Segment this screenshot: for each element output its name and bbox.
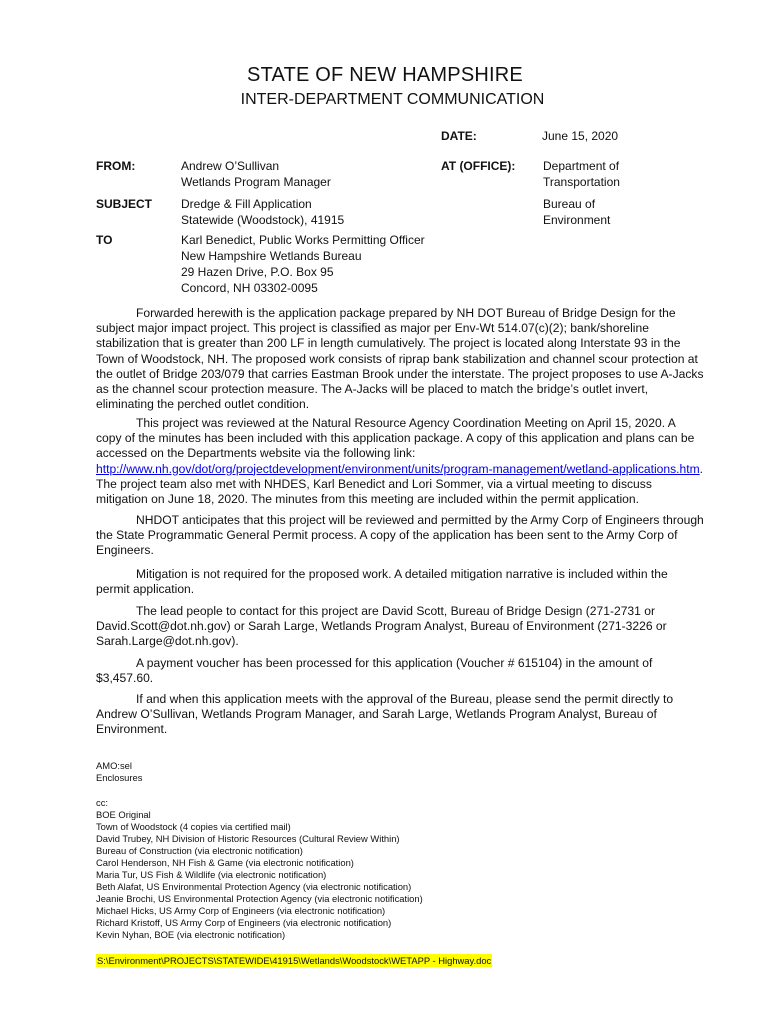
at-office-line: Transportation xyxy=(543,175,620,189)
subject-line: Dredge & Fill Application xyxy=(181,197,312,211)
initials: AMO:sel xyxy=(96,760,132,771)
to-line: Karl Benedict, Public Works Permitting Officer xyxy=(181,233,425,247)
subject-value xyxy=(181,196,344,228)
cc-item: Kevin Nyhan, BOE (via electronic notification) xyxy=(96,929,286,940)
to-label: TO xyxy=(96,233,113,247)
cc-label: cc: xyxy=(96,797,108,808)
from-value xyxy=(181,158,331,190)
date-value: June 15, 2020 xyxy=(542,129,619,143)
cc-item: Bureau of Construction (via electronic notification) xyxy=(96,845,303,856)
paragraph-text: A payment voucher has been processed for this application (Voucher # 615104) in the amount of $3,457.60. xyxy=(96,656,653,686)
paragraph-text: Mitigation is not required for the proposed work. A detailed mitigation narrative is included within the permit application. xyxy=(96,567,668,597)
body-paragraph-7 xyxy=(96,692,704,738)
bureau-line: Bureau of xyxy=(543,197,596,211)
enclosures: Enclosures xyxy=(96,772,143,783)
cc-item: Jeanie Brochi, US Environmental Protection Agency (via electronic notification) xyxy=(96,893,423,904)
to-line: 29 Hazen Drive, P.O. Box 95 xyxy=(181,265,334,279)
date-label: DATE: xyxy=(441,129,477,143)
paragraph-text: The lead people to contact for this project are David Scott, Bureau of Bridge Design (271-2731 or David.Scott@dot.nh.gov) or Sarah Large, Wetlands Program Analyst, Bureau of Environment (271-3226 or Sarah.Large@dot.nh.gov). xyxy=(96,604,667,649)
paragraph-text: NHDOT anticipates that this project will be reviewed and permitted by the Army Corp of Engineers through the State Programmatic General Permit process. A copy of the application has been sent to the Army Corp of Engineers. xyxy=(96,513,704,558)
body-paragraph-4 xyxy=(96,567,704,597)
from-line: Andrew O’Sullivan xyxy=(181,159,280,173)
paragraph-text: . The project team also met with NHDES, Karl Benedict and Lori Sommer, via a virtual meeting to discuss mitigation on June 18, 2020. The minutes from this meeting are included within the permit application. xyxy=(96,461,704,507)
cc-list xyxy=(96,797,423,941)
subject-line: Statewide (Woodstock), 41915 xyxy=(181,213,345,227)
from-line: Wetlands Program Manager xyxy=(181,175,331,189)
subject-label: SUBJECT xyxy=(96,197,153,211)
bureau-value xyxy=(543,196,610,228)
file-path xyxy=(96,951,492,969)
cc-item: Richard Kristoff, US Army Corp of Engineers (via electronic notification) xyxy=(96,917,392,928)
body-paragraph-6 xyxy=(96,656,704,686)
to-value xyxy=(181,232,425,296)
cc-item: Carol Henderson, NH Fish & Game (via electronic notification) xyxy=(96,857,354,868)
body-paragraph-1 xyxy=(96,306,704,412)
paragraph-text: Forwarded herewith is the application package prepared by NH DOT Bureau of Bridge Design for the subject major impact project. This project is classified as major per Env-Wt 514.07(c)(2); bank/shoreline stabilization that is greater than 200 LF in length cumulatively. The project is located along Interstate 93 in the Town of Woodstock, NH. The proposed work consists of riprap bank stabilization and channel scour protection at the outlet of Bridge 203/079 that carries Eastman Brook under the interstate. The project proposes to use A-Jacks as the channel scour protection measure. The A-Jacks will be placed to match the bridge’s outlet invert, eliminating the perched outlet condition. xyxy=(96,306,704,412)
at-office-label: AT (OFFICE): xyxy=(441,159,516,173)
from-label: FROM: xyxy=(96,159,136,173)
paragraph-text: If and when this application meets with the approval of the Bureau, please send the permit directly to Andrew O’Sullivan, Wetlands Program Manager, and Sarah Large, Wetlands Program Analyst, Bureau of Environment. xyxy=(96,692,674,737)
body-paragraph-5 xyxy=(96,604,704,650)
cc-item: Maria Tur, US Fish & Wildlife (via electronic notification) xyxy=(96,869,327,880)
at-office-value xyxy=(543,158,620,190)
memo-title: STATE OF NEW HAMPSHIRE xyxy=(247,64,523,86)
cc-item: Michael Hicks, US Army Corp of Engineers (via electronic notification) xyxy=(96,905,386,916)
body-paragraph-3 xyxy=(96,513,704,559)
memo-subtitle: INTER-DEPARTMENT COMMUNICATION xyxy=(240,91,545,108)
sign-off xyxy=(96,760,142,784)
cc-item: BOE Original xyxy=(96,809,151,820)
cc-item: Town of Woodstock (4 copies via certified mail) xyxy=(96,821,291,832)
paragraph-text: This project was reviewed at the Natural Resource Agency Coordination Meeting on April 15, 2020. A copy of the minutes has been included with this application package. A copy of this application and plans can be accessed on the Departments website via the following link: xyxy=(96,416,695,461)
cc-item: Beth Alafat, US Environmental Protection Agency (via electronic notification) xyxy=(96,881,412,892)
bureau-line: Environment xyxy=(543,213,611,227)
cc-item: David Trubey, NH Division of Historic Resources (Cultural Review Within) xyxy=(96,833,400,844)
body-paragraph-2 xyxy=(96,416,704,507)
to-line: New Hampshire Wetlands Bureau xyxy=(181,249,362,263)
to-line: Concord, NH 03302-0095 xyxy=(181,281,318,295)
wetland-applications-link[interactable]: http://www.nh.gov/dot/org/projectdevelopment/environment/units/program-management/wetland-applications.htm xyxy=(96,461,700,476)
file-path-text: S:\Environment\PROJECTS\STATEWIDE\41915\Wetlands\Woodstock\WETAPP - Highway.doc xyxy=(97,955,492,966)
at-office-line: Department of xyxy=(543,159,620,173)
